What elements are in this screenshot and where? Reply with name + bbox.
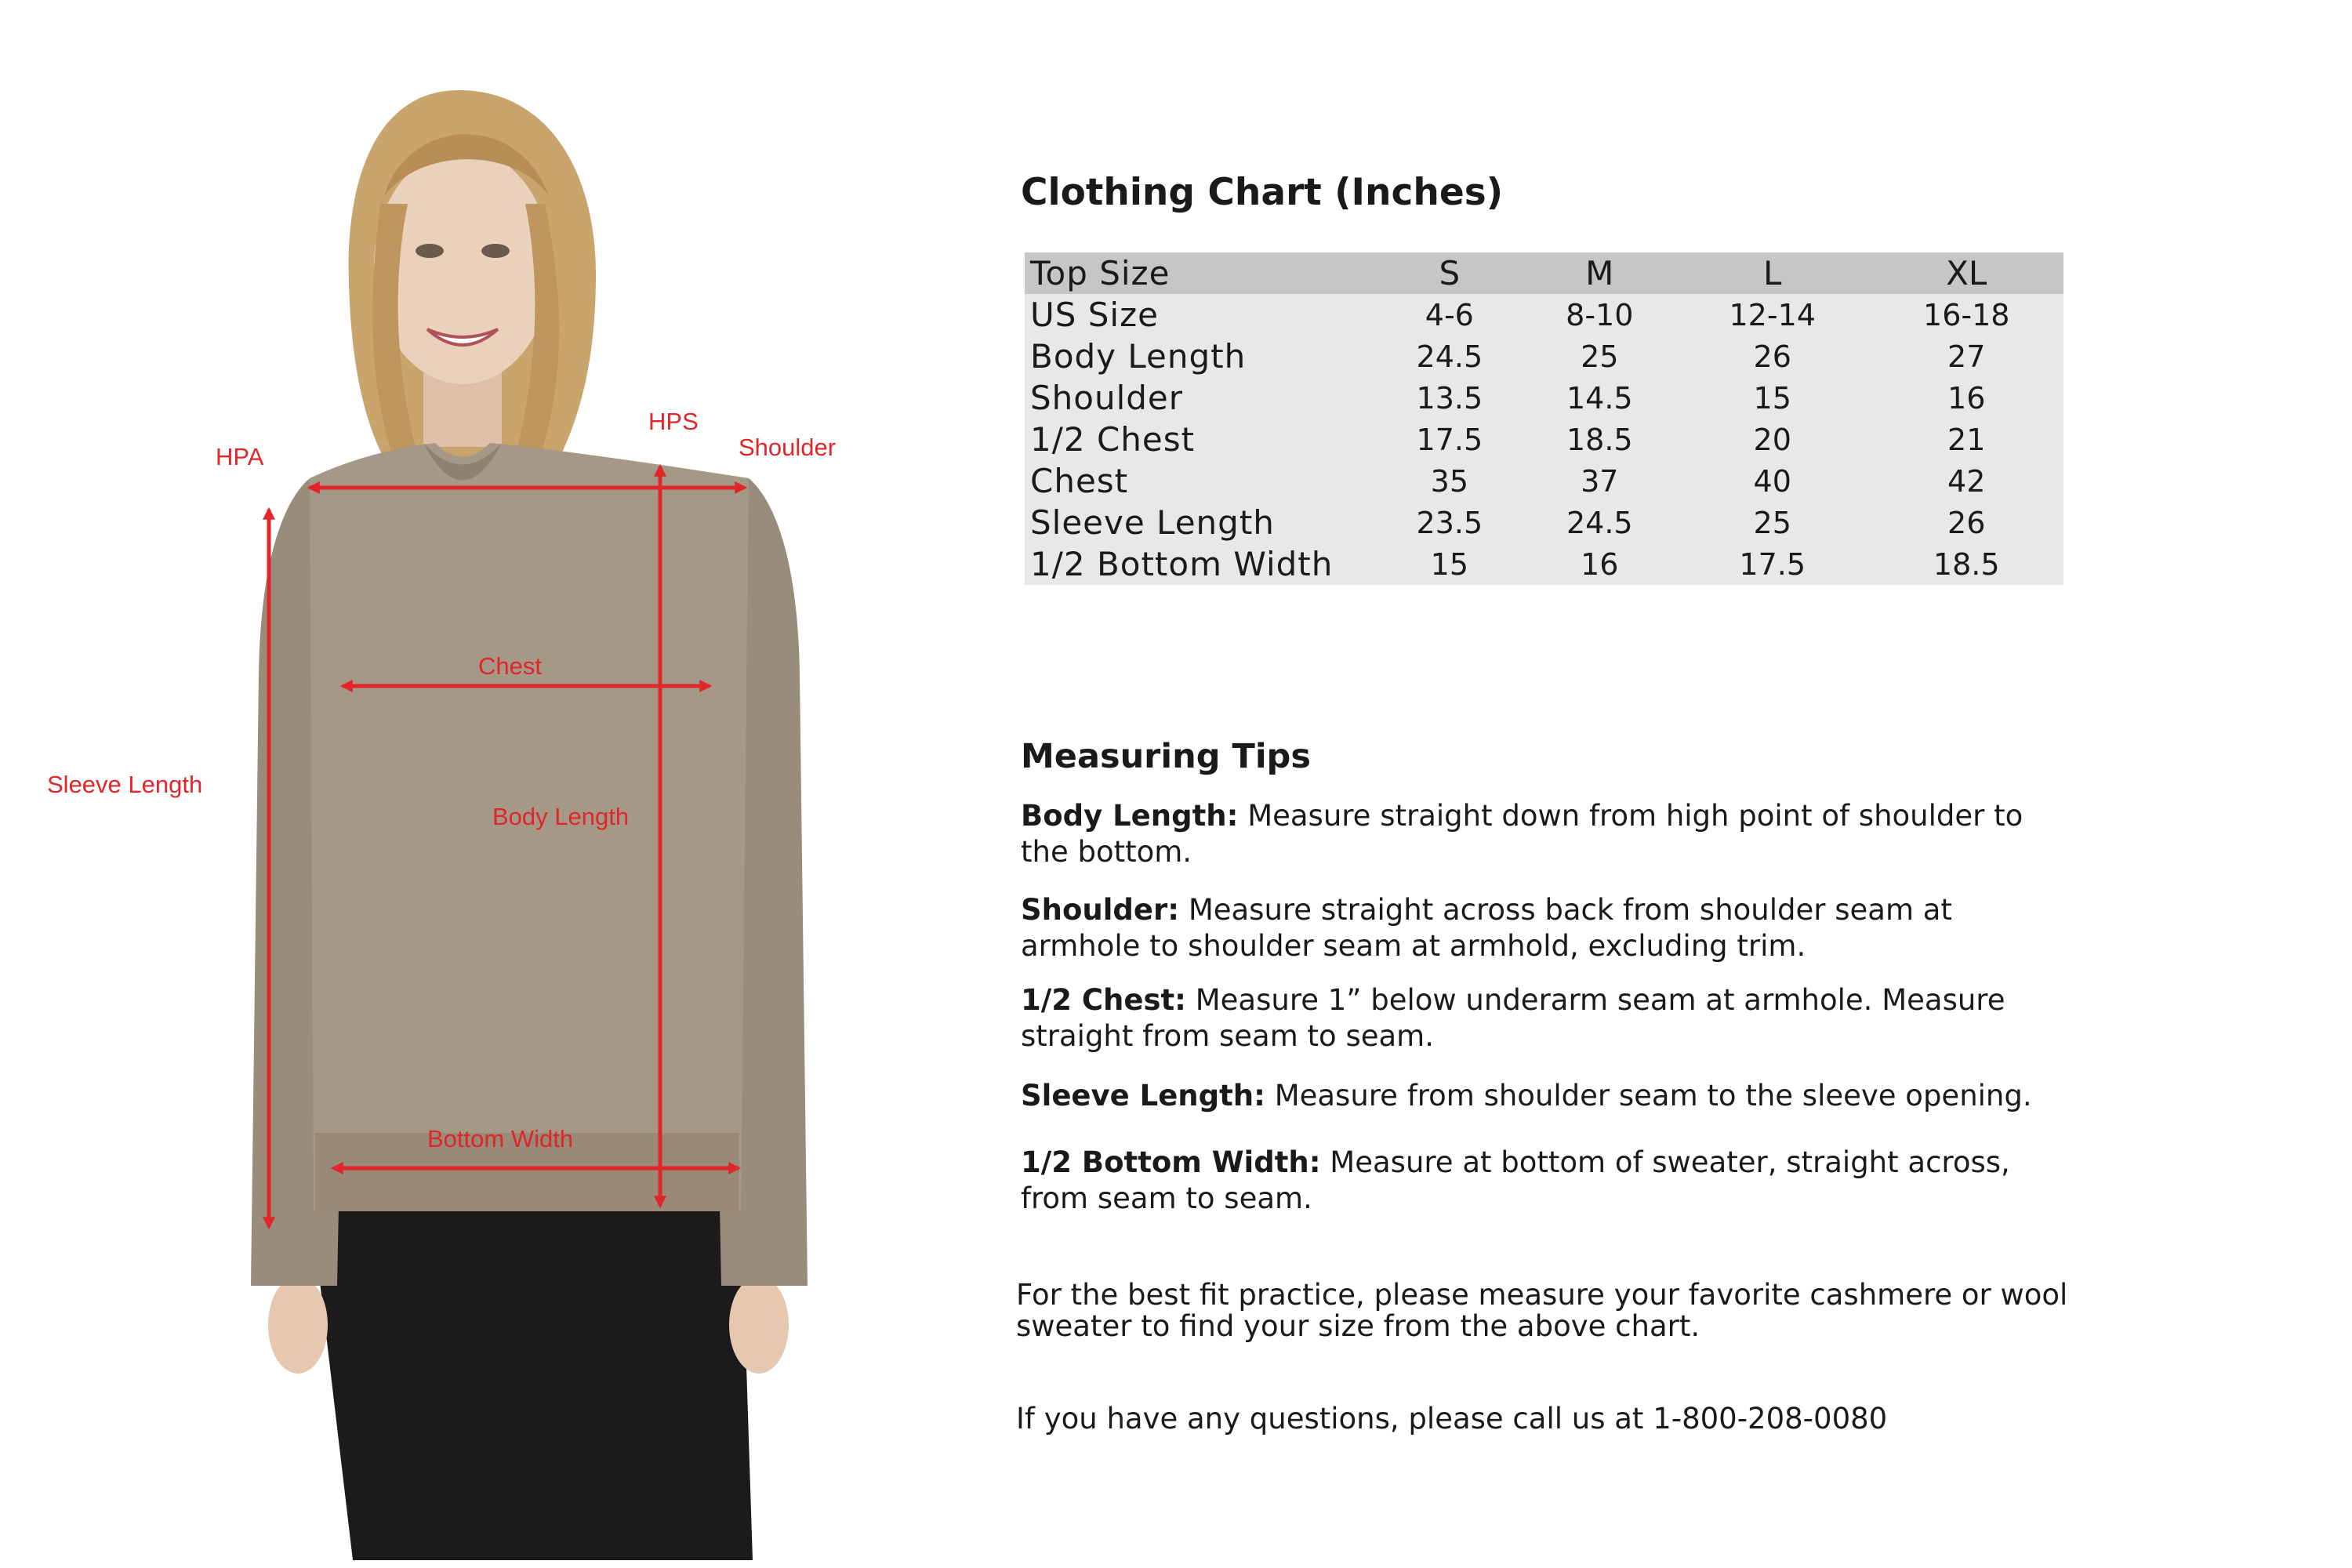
tip-text: Measure at bottom of sweater, straight across, from seam to seam. xyxy=(1021,1145,2010,1215)
table-cell: 42 xyxy=(1947,463,1986,499)
table-cell: 27 xyxy=(1947,339,1986,374)
table-cell: 15 xyxy=(1753,380,1791,416)
tip-half-chest xyxy=(1021,982,2056,1054)
fit-note: For the best fit practice, please measure your favorite cashmere or wool sweater to find your size from the above chart. xyxy=(1016,1278,2068,1343)
table-cell: 17.5 xyxy=(1739,546,1806,582)
table-cell: 24.5 xyxy=(1416,339,1483,374)
tip-text: Measure straight down from high point of shoulder to the bottom. xyxy=(1021,799,2024,869)
header-size: XL xyxy=(1869,252,2063,294)
header-size: S xyxy=(1375,252,1524,294)
tip-term: 1/2 Chest: xyxy=(1021,983,1186,1017)
table-cell: 20 xyxy=(1753,422,1791,457)
label-shoulder: Shoulder xyxy=(739,434,837,461)
tip-term: Sleeve Length: xyxy=(1021,1079,1265,1112)
table-row xyxy=(1025,336,2063,377)
table-cell: 26 xyxy=(1947,505,1986,540)
tip-term: Shoulder: xyxy=(1021,893,1180,927)
table-row xyxy=(1025,419,2063,460)
table-cell: 13.5 xyxy=(1416,380,1483,416)
table-cell: 8-10 xyxy=(1566,297,1634,332)
table-cell: 23.5 xyxy=(1416,505,1483,540)
table-cell: 35 xyxy=(1430,463,1468,499)
header-size: L xyxy=(1675,252,1870,294)
table-row xyxy=(1025,460,2063,502)
table-cell: 12-14 xyxy=(1729,297,1816,332)
header-size: M xyxy=(1524,252,1675,294)
label-chest: Chest xyxy=(478,652,542,680)
label-hpa: HPA xyxy=(216,443,264,470)
table-cell: 16-18 xyxy=(1923,297,2010,332)
measurement-diagram xyxy=(0,0,980,1568)
header-label: Top Size xyxy=(1025,252,1375,294)
tip-body-length xyxy=(1021,798,2056,870)
row-label: Chest xyxy=(1030,462,1129,500)
table-cell: 16 xyxy=(1581,546,1619,582)
table-row xyxy=(1025,543,2063,585)
row-label: 1/2 Chest xyxy=(1030,420,1196,459)
table-cell: 25 xyxy=(1753,505,1791,540)
row-label: Shoulder xyxy=(1030,379,1184,417)
table-cell: 18.5 xyxy=(1566,422,1633,457)
label-hps: HPS xyxy=(648,408,699,435)
table-cell: 37 xyxy=(1581,463,1619,499)
table-row xyxy=(1025,502,2063,543)
tip-text: Measure 1” below underarm seam at armhole. Measure straight from seam to seam. xyxy=(1021,983,2005,1053)
label-sleeve-length: Sleeve Length xyxy=(47,771,203,798)
chart-title: Clothing Chart (Inches) xyxy=(1021,171,1504,214)
table-cell: 15 xyxy=(1430,546,1468,582)
table-cell: 16 xyxy=(1947,380,1986,416)
row-label: US Size xyxy=(1030,296,1159,334)
row-label: Sleeve Length xyxy=(1030,503,1275,542)
label-body-length: Body Length xyxy=(492,803,630,830)
table-cell: 14.5 xyxy=(1566,380,1633,416)
table-cell: 17.5 xyxy=(1416,422,1483,457)
table-cell: 4-6 xyxy=(1425,297,1474,332)
row-label: Body Length xyxy=(1030,337,1247,376)
table-cell: 26 xyxy=(1753,339,1791,374)
tip-text: Measure straight across back from shoulder seam at armhole to shoulder seam at armhold, excluding trim. xyxy=(1021,893,1952,963)
table-row xyxy=(1025,377,2063,419)
tip-sleeve-length xyxy=(1021,1078,2056,1114)
size-chart-table xyxy=(1025,252,2063,585)
tip-shoulder xyxy=(1021,892,2056,964)
table-cell: 21 xyxy=(1947,422,1986,457)
tip-term: 1/2 Bottom Width: xyxy=(1021,1145,1321,1179)
tip-term: Body Length: xyxy=(1021,799,1239,833)
table-cell: 25 xyxy=(1581,339,1619,374)
table-row xyxy=(1025,294,2063,336)
table-header-row xyxy=(1025,252,2063,294)
table-cell: 18.5 xyxy=(1933,546,2000,582)
table-cell: 40 xyxy=(1753,463,1791,499)
tip-half-bottom-width xyxy=(1021,1145,2056,1217)
tip-text: Measure from shoulder seam to the sleeve opening. xyxy=(1265,1079,2032,1112)
contact-note: If you have any questions, please call us at 1-800-208-0080 xyxy=(1016,1402,1888,1436)
label-bottom-width: Bottom Width xyxy=(427,1125,574,1152)
measuring-tips-title: Measuring Tips xyxy=(1021,737,1311,776)
row-label: 1/2 Bottom Width xyxy=(1030,545,1334,583)
table-cell: 24.5 xyxy=(1566,505,1633,540)
